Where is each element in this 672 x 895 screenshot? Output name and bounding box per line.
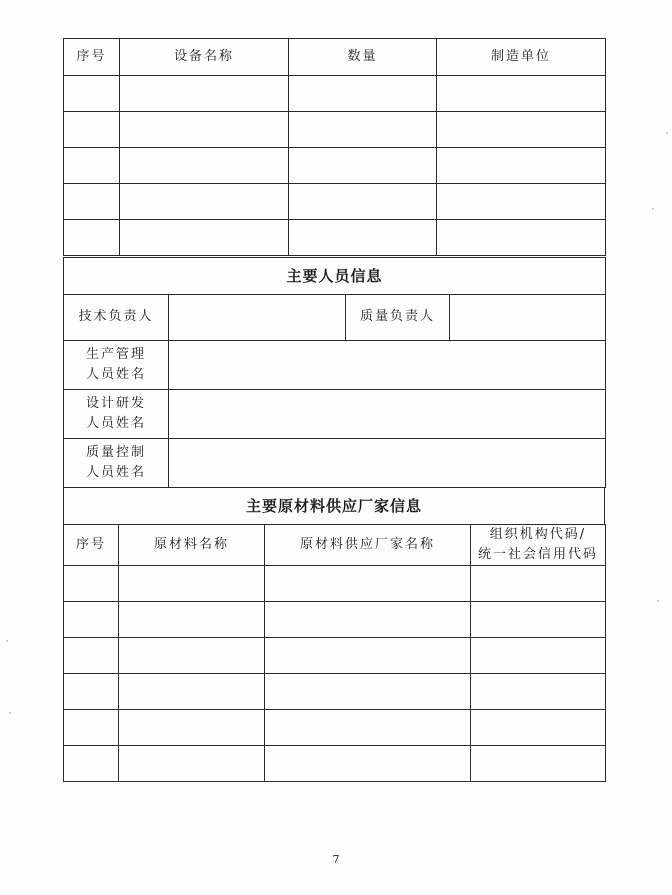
quality-lead-field[interactable] bbox=[450, 295, 606, 341]
equipment-cell-index[interactable] bbox=[64, 148, 120, 184]
personnel-title-row bbox=[64, 258, 606, 295]
personnel-table bbox=[63, 257, 606, 488]
equipment-table bbox=[63, 38, 606, 256]
supplier-cell-code[interactable] bbox=[471, 638, 606, 674]
table-row bbox=[64, 602, 606, 638]
equipment-cell-index[interactable] bbox=[64, 184, 120, 220]
equipment-header-name: 设备名称 bbox=[120, 39, 289, 76]
production-mgmt-label-line2: 人员姓名 bbox=[85, 367, 146, 382]
supplier-cell-index[interactable] bbox=[64, 674, 119, 710]
supplier-cell-material[interactable] bbox=[119, 602, 265, 638]
supplier-table bbox=[63, 524, 606, 782]
supplier-cell-code[interactable] bbox=[471, 710, 606, 746]
supplier-cell-index[interactable] bbox=[64, 602, 119, 638]
quality-lead-label: 质量负责人 bbox=[346, 295, 450, 341]
equipment-cell-quantity[interactable] bbox=[289, 76, 437, 112]
technical-lead-field[interactable] bbox=[169, 295, 346, 341]
supplier-header-code-line2: 统一社会信用代码 bbox=[477, 547, 598, 563]
supplier-cell-material[interactable] bbox=[119, 638, 265, 674]
supplier-header-vendor: 原材料供应厂家名称 bbox=[265, 525, 471, 566]
qc-label bbox=[64, 439, 169, 488]
scan-speck bbox=[9, 712, 11, 714]
equipment-cell-manufacturer[interactable] bbox=[437, 184, 606, 220]
production-mgmt-label bbox=[64, 341, 169, 390]
table-row bbox=[64, 566, 606, 602]
equipment-cell-manufacturer[interactable] bbox=[437, 76, 606, 112]
production-mgmt-row bbox=[64, 341, 606, 390]
supplier-title-row bbox=[64, 488, 605, 524]
equipment-cell-quantity[interactable] bbox=[289, 148, 437, 184]
equipment-cell-manufacturer[interactable] bbox=[437, 148, 606, 184]
qc-label-line2: 人员姓名 bbox=[85, 465, 146, 480]
supplier-cell-vendor[interactable] bbox=[265, 746, 471, 782]
qc-row bbox=[64, 439, 606, 488]
supplier-header-material: 原材料名称 bbox=[119, 525, 265, 566]
supplier-cell-material[interactable] bbox=[119, 674, 265, 710]
equipment-cell-quantity[interactable] bbox=[289, 220, 437, 256]
equipment-cell-manufacturer[interactable] bbox=[437, 220, 606, 256]
supplier-cell-index[interactable] bbox=[64, 746, 119, 782]
table-row bbox=[64, 638, 606, 674]
supplier-cell-material[interactable] bbox=[119, 746, 265, 782]
supplier-cell-code[interactable] bbox=[471, 566, 606, 602]
supplier-header-code bbox=[471, 525, 606, 566]
supplier-cell-index[interactable] bbox=[64, 710, 119, 746]
supplier-cell-code[interactable] bbox=[471, 746, 606, 782]
table-row bbox=[64, 148, 606, 184]
table-row bbox=[64, 220, 606, 256]
supplier-cell-material[interactable] bbox=[119, 710, 265, 746]
equipment-cell-index[interactable] bbox=[64, 220, 120, 256]
supplier-cell-vendor[interactable] bbox=[265, 566, 471, 602]
equipment-cell-name[interactable] bbox=[120, 184, 289, 220]
qc-label-line1: 质量控制 bbox=[85, 444, 146, 460]
equipment-header-quantity: 数量 bbox=[289, 39, 437, 76]
supplier-cell-vendor[interactable] bbox=[265, 602, 471, 638]
supplier-header-index: 序号 bbox=[64, 525, 119, 566]
rd-label-line1: 设计研发 bbox=[85, 395, 146, 411]
rd-row bbox=[64, 390, 606, 439]
scan-speck bbox=[657, 600, 659, 602]
supplier-cell-code[interactable] bbox=[471, 674, 606, 710]
supplier-cell-code[interactable] bbox=[471, 602, 606, 638]
supplier-cell-material[interactable] bbox=[119, 566, 265, 602]
scan-speck bbox=[652, 208, 654, 210]
personnel-leads-row bbox=[64, 295, 606, 341]
equipment-cell-name[interactable] bbox=[120, 76, 289, 112]
table-row bbox=[64, 76, 606, 112]
equipment-cell-index[interactable] bbox=[64, 76, 120, 112]
equipment-cell-manufacturer[interactable] bbox=[437, 112, 606, 148]
rd-label bbox=[64, 390, 169, 439]
equipment-header-index: 序号 bbox=[64, 39, 120, 76]
supplier-cell-index[interactable] bbox=[64, 566, 119, 602]
scan-speck bbox=[666, 132, 668, 134]
page-number: 7 bbox=[332, 853, 340, 866]
supplier-header-code-line1: 组织机构代码/ bbox=[489, 527, 587, 542]
equipment-cell-name[interactable] bbox=[120, 112, 289, 148]
table-row bbox=[64, 746, 606, 782]
equipment-cell-index[interactable] bbox=[64, 112, 120, 148]
rd-field[interactable] bbox=[169, 390, 606, 439]
personnel-section-title: 主要人员信息 bbox=[64, 258, 606, 295]
table-row bbox=[64, 184, 606, 220]
table-row bbox=[64, 112, 606, 148]
equipment-cell-name[interactable] bbox=[120, 148, 289, 184]
table-row bbox=[64, 674, 606, 710]
scan-speck bbox=[6, 640, 8, 642]
equipment-cell-quantity[interactable] bbox=[289, 112, 437, 148]
equipment-header-row bbox=[64, 39, 606, 76]
supplier-cell-vendor[interactable] bbox=[265, 638, 471, 674]
equipment-cell-name[interactable] bbox=[120, 220, 289, 256]
supplier-title-table bbox=[63, 488, 605, 524]
supplier-cell-index[interactable] bbox=[64, 638, 119, 674]
production-mgmt-field[interactable] bbox=[169, 341, 606, 390]
qc-field[interactable] bbox=[169, 439, 606, 488]
table-row bbox=[64, 710, 606, 746]
production-mgmt-label-line1: 生产管理 bbox=[85, 346, 146, 362]
rd-label-line2: 人员姓名 bbox=[85, 416, 146, 431]
equipment-cell-quantity[interactable] bbox=[289, 184, 437, 220]
supplier-header-row bbox=[64, 525, 606, 566]
supplier-section-title: 主要原材料供应厂家信息 bbox=[64, 488, 605, 524]
equipment-header-manufacturer: 制造单位 bbox=[437, 39, 606, 76]
technical-lead-label: 技术负责人 bbox=[64, 295, 169, 341]
supplier-cell-vendor[interactable] bbox=[265, 674, 471, 710]
supplier-cell-vendor[interactable] bbox=[265, 710, 471, 746]
